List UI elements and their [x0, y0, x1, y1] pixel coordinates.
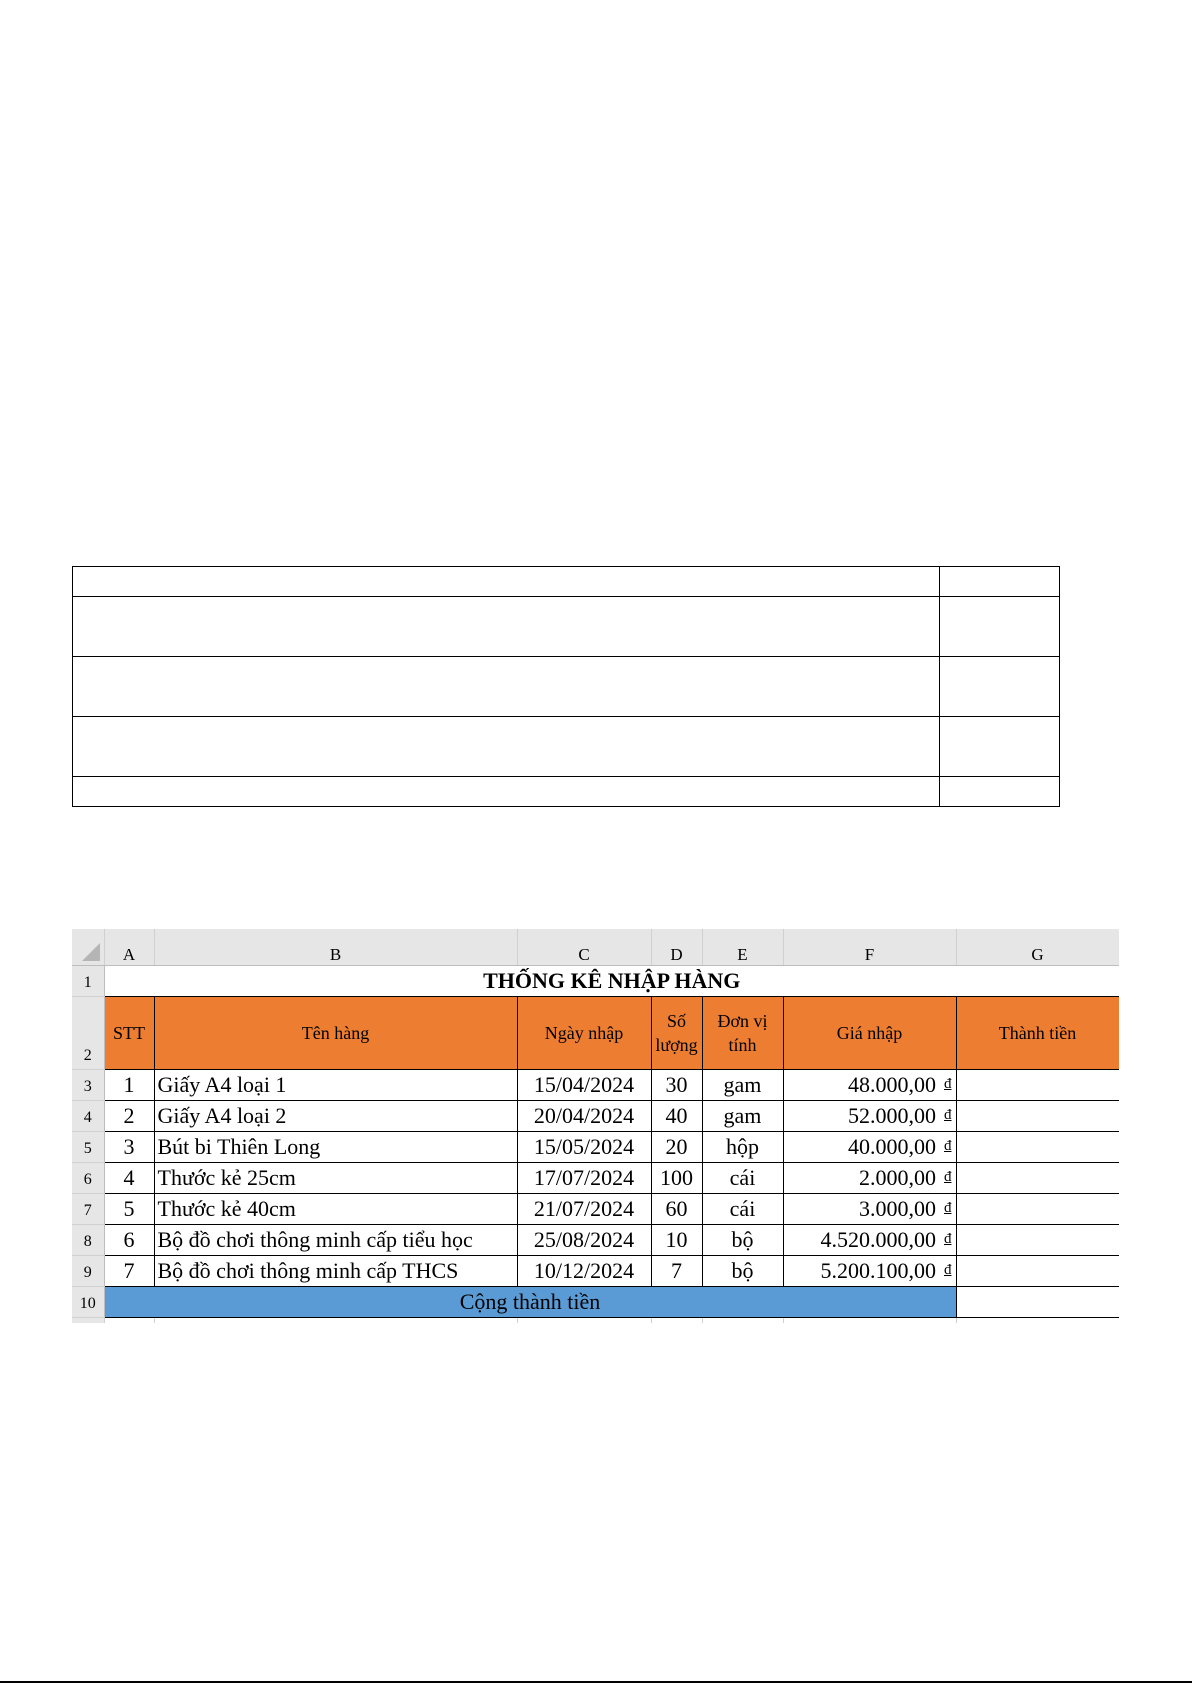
score-cell [940, 777, 1060, 807]
column-header-g[interactable]: G [956, 929, 1119, 966]
currency-symbol: đ [944, 1200, 952, 1216]
cell-don-vi[interactable]: gam [702, 1101, 783, 1132]
row-header[interactable]: 3 [72, 1070, 104, 1101]
gia-nhap-value: 5.200.100,00 [820, 1258, 936, 1283]
cell-ngay-nhap[interactable]: 17/07/2024 [517, 1163, 651, 1194]
cell-don-vi[interactable]: cái [702, 1163, 783, 1194]
cell-ngay-nhap[interactable]: 25/08/2024 [517, 1225, 651, 1256]
cell-so-luong[interactable]: 60 [651, 1194, 702, 1225]
cell-ngay-nhap[interactable]: 21/07/2024 [517, 1194, 651, 1225]
cell-thanh-tien[interactable] [956, 1132, 1119, 1163]
currency-symbol: đ [944, 1262, 952, 1278]
cell-ngay-nhap[interactable]: 20/04/2024 [517, 1101, 651, 1132]
cell-gia-nhap[interactable] [783, 1225, 956, 1256]
cell-so-luong[interactable]: 30 [651, 1070, 702, 1101]
gia-nhap-value: 2.000,00 [859, 1165, 936, 1190]
select-all-corner[interactable] [72, 929, 104, 966]
header-so-luong[interactable]: Số lượng [651, 997, 702, 1070]
cell-stt[interactable]: 4 [104, 1163, 154, 1194]
gia-nhap-value: 40.000,00 [848, 1134, 936, 1159]
cell-ten-hang[interactable]: Bộ đồ chơi thông minh cấp THCS [154, 1256, 517, 1287]
cell-ten-hang[interactable]: Bộ đồ chơi thông minh cấp tiểu học [154, 1225, 517, 1256]
header-ten-hang[interactable]: Tên hàng [154, 997, 517, 1070]
cell-ngay-nhap[interactable]: 10/12/2024 [517, 1256, 651, 1287]
cell-don-vi[interactable]: hộp [702, 1132, 783, 1163]
cell-thanh-tien[interactable] [956, 1256, 1119, 1287]
cell-gia-nhap[interactable] [783, 1070, 956, 1101]
cell-ngay-nhap[interactable]: 15/05/2024 [517, 1132, 651, 1163]
cell-gia-nhap[interactable] [783, 1163, 956, 1194]
header-gia-nhap[interactable]: Giá nhập [783, 997, 956, 1070]
cell-don-vi[interactable]: cái [702, 1194, 783, 1225]
total-row [72, 1287, 1119, 1318]
cell-so-luong[interactable]: 100 [651, 1163, 702, 1194]
currency-symbol: đ [944, 1107, 952, 1123]
gia-nhap-value: 4.520.000,00 [820, 1227, 936, 1252]
cell-thanh-tien[interactable] [956, 1194, 1119, 1225]
cell-so-luong[interactable]: 40 [651, 1101, 702, 1132]
answer-table [72, 566, 1060, 807]
cell-stt[interactable]: 3 [104, 1132, 154, 1163]
answer-cell [73, 777, 940, 807]
table-row [72, 1132, 1119, 1163]
answer-cell [73, 597, 940, 657]
currency-symbol: đ [944, 1169, 952, 1185]
cell-ten-hang[interactable]: Bút bi Thiên Long [154, 1132, 517, 1163]
cell-so-luong[interactable]: 7 [651, 1256, 702, 1287]
row-header[interactable]: 7 [72, 1194, 104, 1225]
currency-symbol: đ [944, 1138, 952, 1154]
score-cell [940, 597, 1060, 657]
column-header-row [72, 929, 1119, 966]
cell-ten-hang[interactable]: Giấy A4 loại 1 [154, 1070, 517, 1101]
table-row [72, 1225, 1119, 1256]
cell-ten-hang[interactable]: Giấy A4 loại 2 [154, 1101, 517, 1132]
cell-gia-nhap[interactable] [783, 1194, 956, 1225]
cell-don-vi[interactable]: gam [702, 1070, 783, 1101]
header-stt[interactable]: STT [104, 997, 154, 1070]
column-header-d[interactable]: D [651, 929, 702, 966]
cell-ten-hang[interactable]: Thước kẻ 40cm [154, 1194, 517, 1225]
column-header-f[interactable]: F [783, 929, 956, 966]
column-header-b[interactable]: B [154, 929, 517, 966]
table-row [72, 1163, 1119, 1194]
cell-don-vi[interactable]: bộ [702, 1225, 783, 1256]
answer-cell [73, 717, 940, 777]
header-don-vi[interactable]: Đơn vị tính [702, 997, 783, 1070]
row-header[interactable] [72, 1318, 104, 1324]
gia-nhap-value: 48.000,00 [848, 1072, 936, 1097]
cell-ngay-nhap[interactable]: 15/04/2024 [517, 1070, 651, 1101]
score-cell [940, 567, 1060, 597]
total-label[interactable]: Cộng thành tiền [104, 1287, 956, 1318]
cell-thanh-tien[interactable] [956, 1070, 1119, 1101]
column-header-c[interactable]: C [517, 929, 651, 966]
cell-stt[interactable]: 1 [104, 1070, 154, 1101]
cell-total-value[interactable] [956, 1287, 1119, 1318]
cell-stt[interactable]: 2 [104, 1101, 154, 1132]
cell-thanh-tien[interactable] [956, 1163, 1119, 1194]
score-cell [940, 657, 1060, 717]
row-header[interactable]: 4 [72, 1101, 104, 1132]
cell-ten-hang[interactable]: Thước kẻ 25cm [154, 1163, 517, 1194]
table-row [72, 1256, 1119, 1287]
header-ngay-nhap[interactable]: Ngày nhập [517, 997, 651, 1070]
row-header[interactable]: 1 [72, 966, 104, 997]
cell-don-vi[interactable]: bộ [702, 1256, 783, 1287]
cell-so-luong[interactable]: 20 [651, 1132, 702, 1163]
currency-symbol: đ [944, 1231, 952, 1247]
cell-thanh-tien[interactable] [956, 1225, 1119, 1256]
cell-stt[interactable]: 7 [104, 1256, 154, 1287]
row-header[interactable]: 10 [72, 1287, 104, 1318]
sheet-title[interactable]: THỐNG KÊ NHẬP HÀNG [104, 966, 1119, 997]
row-header[interactable]: 2 [72, 997, 104, 1070]
row-header[interactable]: 8 [72, 1225, 104, 1256]
cell-stt[interactable]: 5 [104, 1194, 154, 1225]
row-header[interactable]: 9 [72, 1256, 104, 1287]
cell-so-luong[interactable]: 10 [651, 1225, 702, 1256]
column-header-a[interactable]: A [104, 929, 154, 966]
table-row [72, 1194, 1119, 1225]
cell-gia-nhap[interactable] [783, 1101, 956, 1132]
answer-cell [73, 567, 940, 597]
gia-nhap-value: 52.000,00 [848, 1103, 936, 1128]
cell-thanh-tien[interactable] [956, 1101, 1119, 1132]
table-row [72, 1070, 1119, 1101]
table-row [72, 1101, 1119, 1132]
row-header[interactable]: 6 [72, 1163, 104, 1194]
row-header[interactable]: 5 [72, 1132, 104, 1163]
gia-nhap-value: 3.000,00 [859, 1196, 936, 1221]
score-cell [940, 717, 1060, 777]
cell-stt[interactable]: 6 [104, 1225, 154, 1256]
cell-gia-nhap[interactable] [783, 1132, 956, 1163]
column-header-e[interactable]: E [702, 929, 783, 966]
partial-row [72, 1318, 1119, 1324]
page-footer-rule [0, 1681, 1192, 1683]
cell-gia-nhap[interactable] [783, 1256, 956, 1287]
spreadsheet [72, 929, 1119, 1323]
currency-symbol: đ [944, 1076, 952, 1092]
header-thanh-tien[interactable]: Thành tiền [956, 997, 1119, 1070]
answer-cell [73, 657, 940, 717]
